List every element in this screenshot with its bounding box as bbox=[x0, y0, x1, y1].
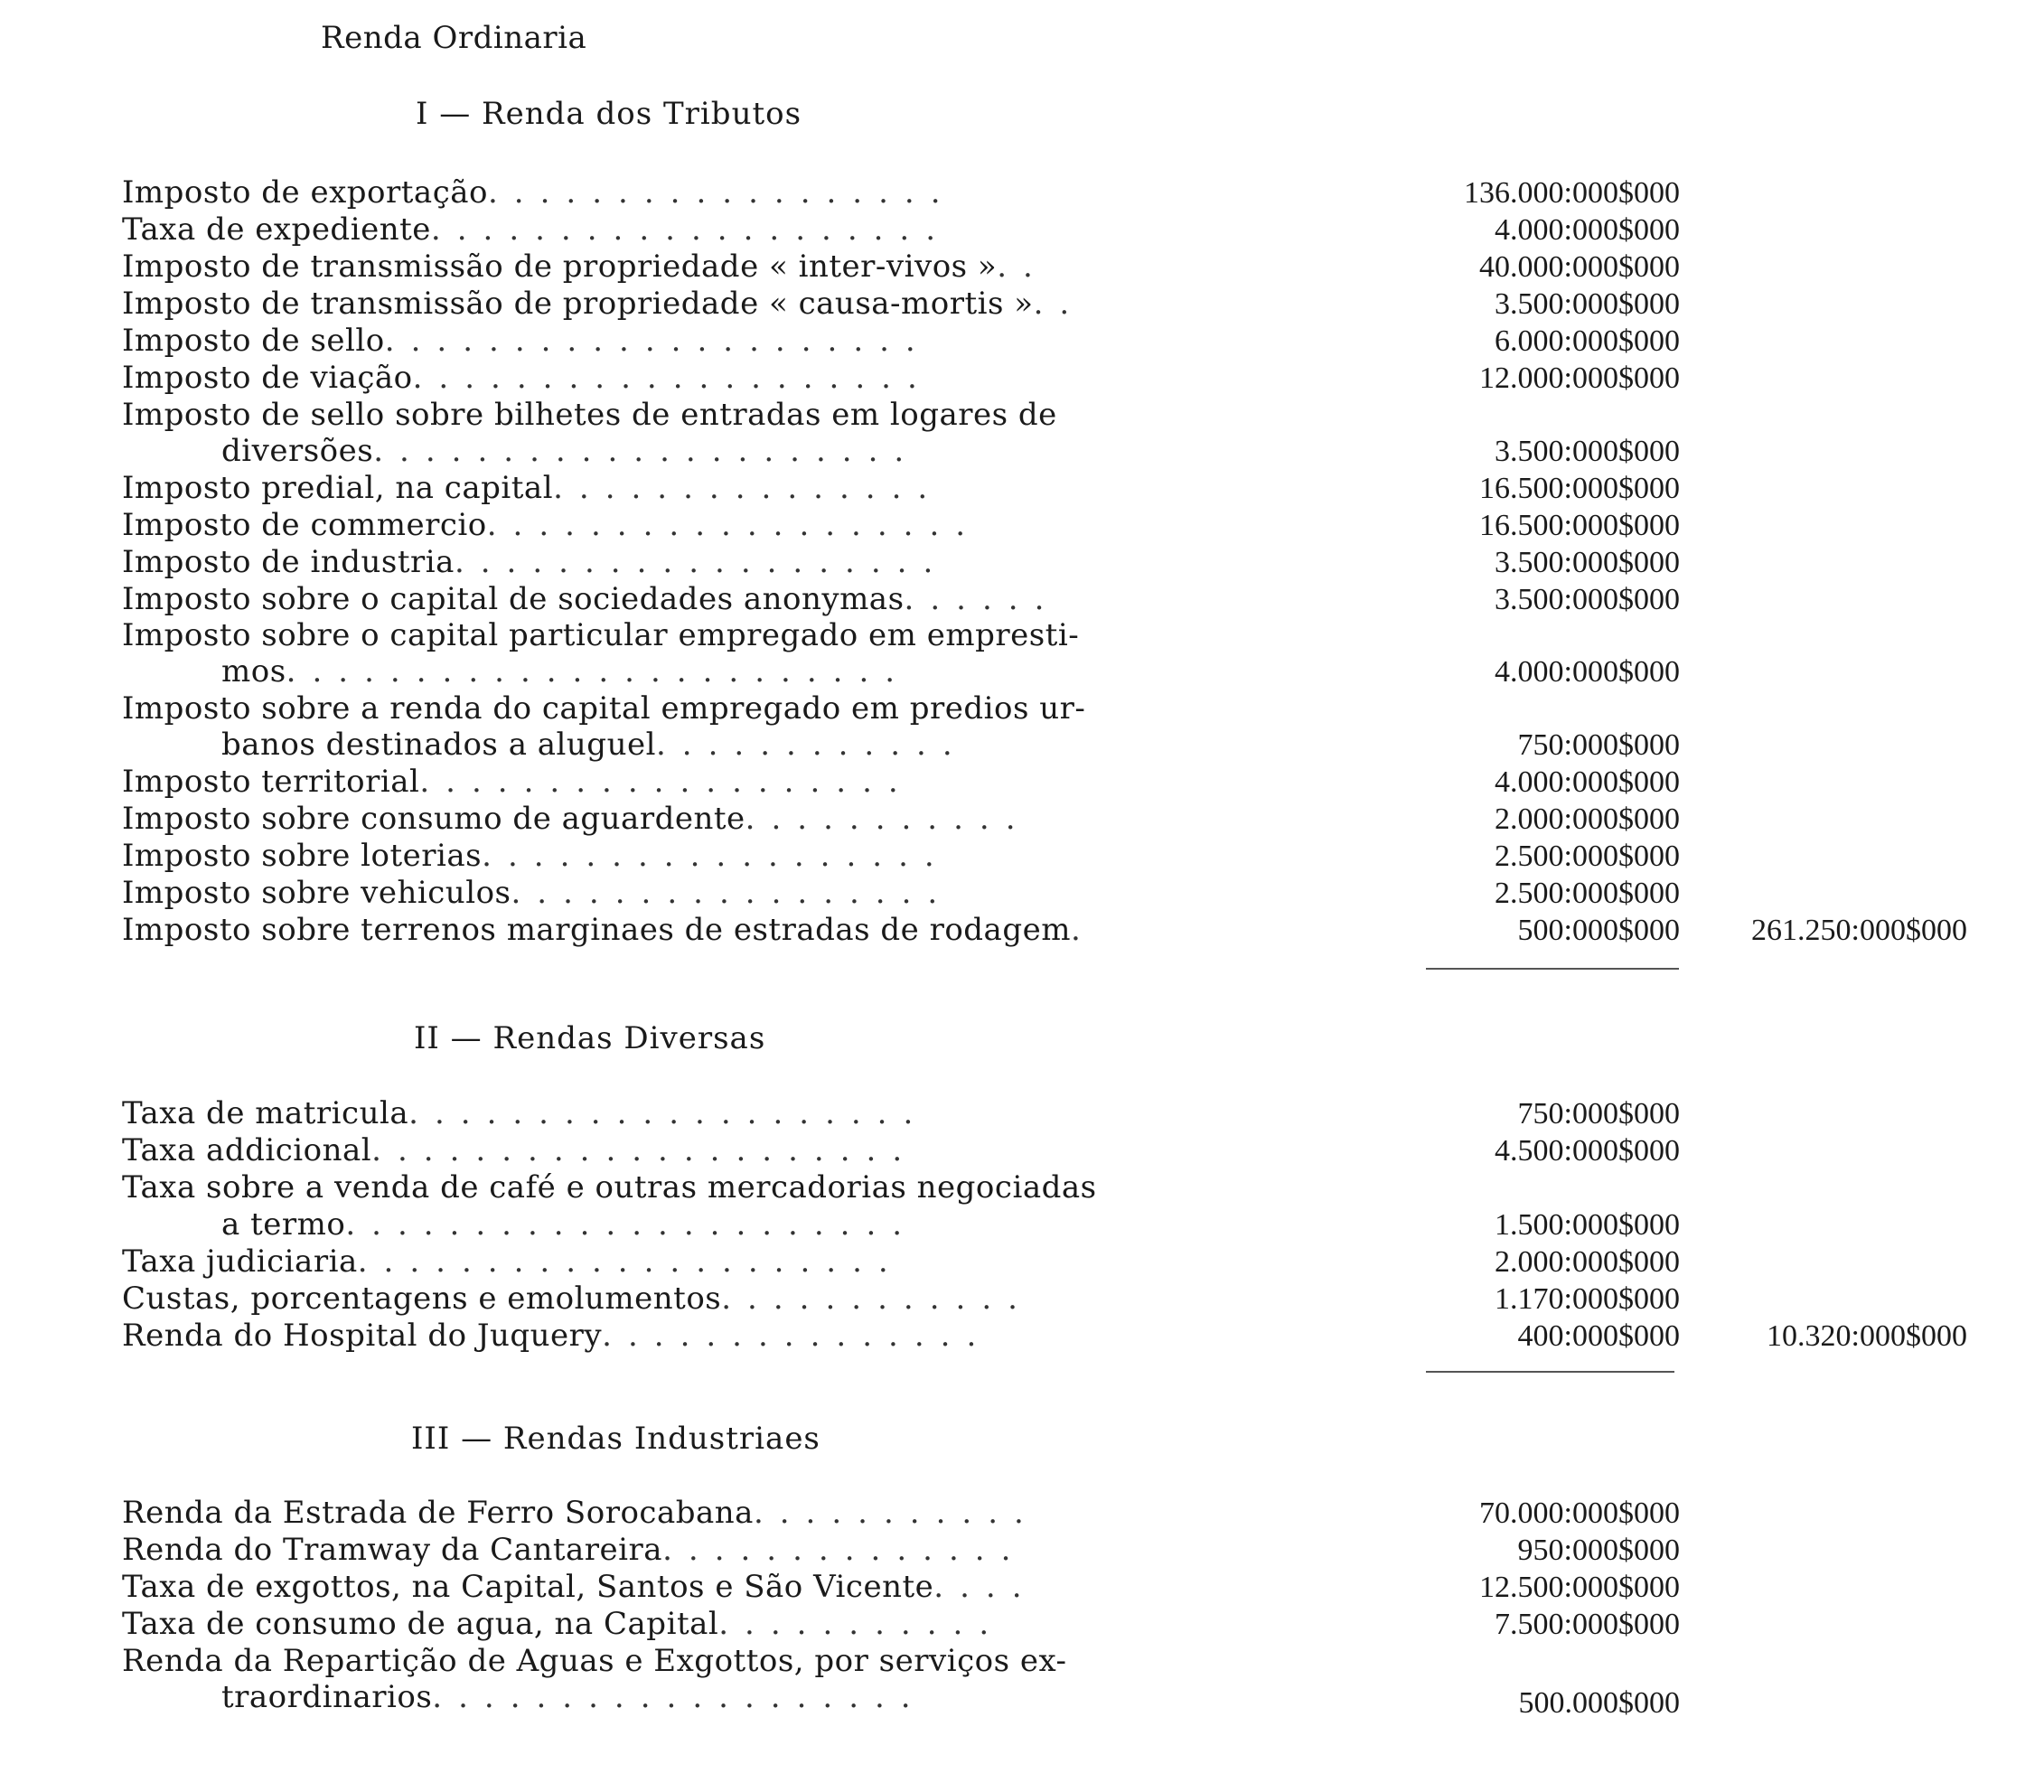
dot-leader: . bbox=[1070, 912, 1097, 948]
line-item-label: Taxa sobre a venda de café e outras mercadorias negociadas bbox=[122, 1169, 1097, 1206]
line-item-label: Imposto sobre terrenos marginaes de estradas de rodagem. bbox=[122, 912, 1097, 948]
dot-leader: ................... bbox=[486, 507, 982, 543]
line-item-amount: 950:000$000 bbox=[1517, 1534, 1680, 1567]
line-item-amount: 6.000:000$000 bbox=[1495, 324, 1680, 358]
line-item-label: Imposto de sello..................... bbox=[122, 323, 932, 359]
line-item-label-continuation: traordinarios................... bbox=[221, 1679, 927, 1715]
dot-leader: ..................... bbox=[371, 1132, 919, 1168]
line-item-amount: 500:000$000 bbox=[1517, 914, 1680, 947]
line-item-label: Taxa de exgottos, na Capital, Santos e São Vicente.... bbox=[122, 1569, 1038, 1605]
dot-leader: .... bbox=[933, 1569, 1038, 1605]
line-item-label: Taxa de expediente.................... bbox=[122, 211, 952, 248]
line-item-amount: 2.500:000$000 bbox=[1495, 877, 1680, 910]
line-item-label: Imposto predial, na capital............... bbox=[122, 470, 944, 506]
line-item-label: Imposto sobre a renda do capital empregado em predios ur- bbox=[122, 690, 1086, 727]
line-item-label: Imposto sobre o capital particular empregado em empresti- bbox=[122, 617, 1080, 653]
sum-rule bbox=[1426, 968, 1679, 970]
line-item-label: Imposto sobre consumo de aguardente........... bbox=[122, 801, 1032, 837]
section-heading-industriaes: III — Rendas Industriaes bbox=[411, 1421, 820, 1457]
dot-leader: ..................... bbox=[384, 323, 932, 359]
line-item-amount: 3.500:000$000 bbox=[1495, 435, 1680, 468]
dot-leader: ........................ bbox=[286, 653, 912, 690]
line-item-label: Taxa de consumo de agua, na Capital........... bbox=[122, 1606, 1006, 1642]
dot-leader: ................... bbox=[432, 1679, 927, 1715]
line-item-label: Imposto de transmissão de propriedade « causa-mortis ».. bbox=[122, 286, 1086, 322]
line-item-amount: 7.500:000$000 bbox=[1495, 1608, 1680, 1641]
line-item-label: Renda da Repartição de Aguas e Exgottos, por serviços ex- bbox=[122, 1643, 1067, 1679]
line-item-label: Imposto de exportação.................. bbox=[122, 174, 957, 211]
dot-leader: ..................... bbox=[357, 1243, 905, 1280]
line-item-amount: 1.170:000$000 bbox=[1495, 1282, 1680, 1316]
dot-leader: ................... bbox=[419, 764, 914, 800]
line-item-label: Imposto de industria................... bbox=[122, 544, 950, 580]
dot-leader: ...................... bbox=[345, 1206, 919, 1243]
dot-leader: ...... bbox=[904, 581, 1061, 617]
line-item-amount: 400:000$000 bbox=[1517, 1319, 1680, 1353]
section-total: 10.320:000$000 bbox=[1767, 1319, 1967, 1353]
dot-leader: .............. bbox=[662, 1532, 1027, 1568]
line-item-amount: 136.000:000$000 bbox=[1464, 176, 1680, 210]
line-item-amount: 750:000$000 bbox=[1517, 1097, 1680, 1131]
dot-leader: ........... bbox=[718, 1606, 1006, 1642]
dot-leader: .. bbox=[1033, 286, 1086, 322]
line-item-amount: 750:000$000 bbox=[1517, 728, 1680, 762]
line-item-label: Imposto territorial................... bbox=[122, 764, 914, 800]
line-item-amount: 16.500:000$000 bbox=[1479, 509, 1680, 542]
line-item-label: Imposto de sello sobre bilhetes de entradas em logares de bbox=[122, 397, 1057, 433]
page-title: Renda Ordinaria bbox=[321, 20, 587, 56]
line-item-label-continuation: mos........................ bbox=[221, 653, 912, 690]
line-item-label: Imposto de transmissão de propriedade « inter-vivos ».. bbox=[122, 249, 1049, 285]
line-item-amount: 16.500:000$000 bbox=[1479, 472, 1680, 505]
dot-leader: .. bbox=[997, 249, 1049, 285]
line-item-label: Taxa de matricula.................... bbox=[122, 1095, 930, 1131]
section-heading-diversas: II — Rendas Diversas bbox=[414, 1020, 766, 1056]
dot-leader: .................... bbox=[412, 360, 933, 396]
line-item-label: Imposto sobre vehiculos................. bbox=[122, 875, 954, 911]
sum-rule bbox=[1426, 1371, 1674, 1373]
dot-leader: .................... bbox=[408, 1095, 930, 1131]
line-item-amount: 3.500:000$000 bbox=[1495, 546, 1680, 579]
dot-leader: ........... bbox=[745, 801, 1032, 837]
line-item-label: Taxa addicional..................... bbox=[122, 1132, 919, 1168]
line-item-label: Renda do Hospital do Juquery............... bbox=[122, 1318, 993, 1354]
dot-leader: ............... bbox=[553, 470, 944, 506]
line-item-label: Renda da Estrada de Ferro Sorocabana........... bbox=[122, 1495, 1040, 1531]
line-item-label: Imposto sobre loterias.................. bbox=[122, 838, 951, 874]
dot-leader: ........... bbox=[753, 1495, 1040, 1531]
line-item-label-continuation: a termo...................... bbox=[221, 1206, 919, 1243]
section-heading-tributos: I — Renda dos Tributos bbox=[416, 96, 802, 132]
dot-leader: .................... bbox=[430, 211, 952, 248]
line-item-label: Imposto sobre o capital de sociedades anonymas...... bbox=[122, 581, 1061, 617]
line-item-label: Renda do Tramway da Cantareira.............. bbox=[122, 1532, 1027, 1568]
dot-leader: ............ bbox=[655, 727, 969, 763]
line-item-amount: 12.000:000$000 bbox=[1479, 361, 1680, 395]
dot-leader: ..................... bbox=[373, 433, 921, 469]
line-item-label: Custas, porcentagens e emolumentos............ bbox=[122, 1281, 1034, 1317]
line-item-amount: 2.000:000$000 bbox=[1495, 802, 1680, 836]
line-item-amount: 3.500:000$000 bbox=[1495, 287, 1680, 321]
dot-leader: .................. bbox=[488, 174, 957, 211]
line-item-amount: 500.000$000 bbox=[1518, 1686, 1680, 1720]
dot-leader: ................. bbox=[511, 875, 954, 911]
section-total: 261.250:000$000 bbox=[1751, 914, 1967, 947]
line-item-amount: 4.500:000$000 bbox=[1495, 1134, 1680, 1168]
line-item-label-continuation: banos destinados a aluguel............ bbox=[221, 727, 969, 763]
line-item-amount: 4.000:000$000 bbox=[1495, 765, 1680, 799]
line-item-label-continuation: diversões..................... bbox=[221, 433, 921, 469]
line-item-amount: 1.500:000$000 bbox=[1495, 1208, 1680, 1242]
dot-leader: ............... bbox=[602, 1318, 993, 1354]
line-item-label: Imposto de commercio................... bbox=[122, 507, 982, 543]
line-item-amount: 12.500:000$000 bbox=[1479, 1571, 1680, 1604]
line-item-amount: 3.500:000$000 bbox=[1495, 583, 1680, 616]
dot-leader: ............ bbox=[721, 1281, 1034, 1317]
line-item-amount: 70.000:000$000 bbox=[1479, 1496, 1680, 1530]
line-item-amount: 4.000:000$000 bbox=[1495, 655, 1680, 689]
line-item-amount: 2.500:000$000 bbox=[1495, 840, 1680, 873]
line-item-amount: 40.000:000$000 bbox=[1479, 250, 1680, 284]
line-item-amount: 4.000:000$000 bbox=[1495, 213, 1680, 247]
line-item-label: Imposto de viação.................... bbox=[122, 360, 933, 396]
dot-leader: ................... bbox=[454, 544, 950, 580]
dot-leader: .................. bbox=[482, 838, 951, 874]
line-item-label: Taxa judiciaria..................... bbox=[122, 1243, 905, 1280]
line-item-amount: 2.000:000$000 bbox=[1495, 1245, 1680, 1279]
